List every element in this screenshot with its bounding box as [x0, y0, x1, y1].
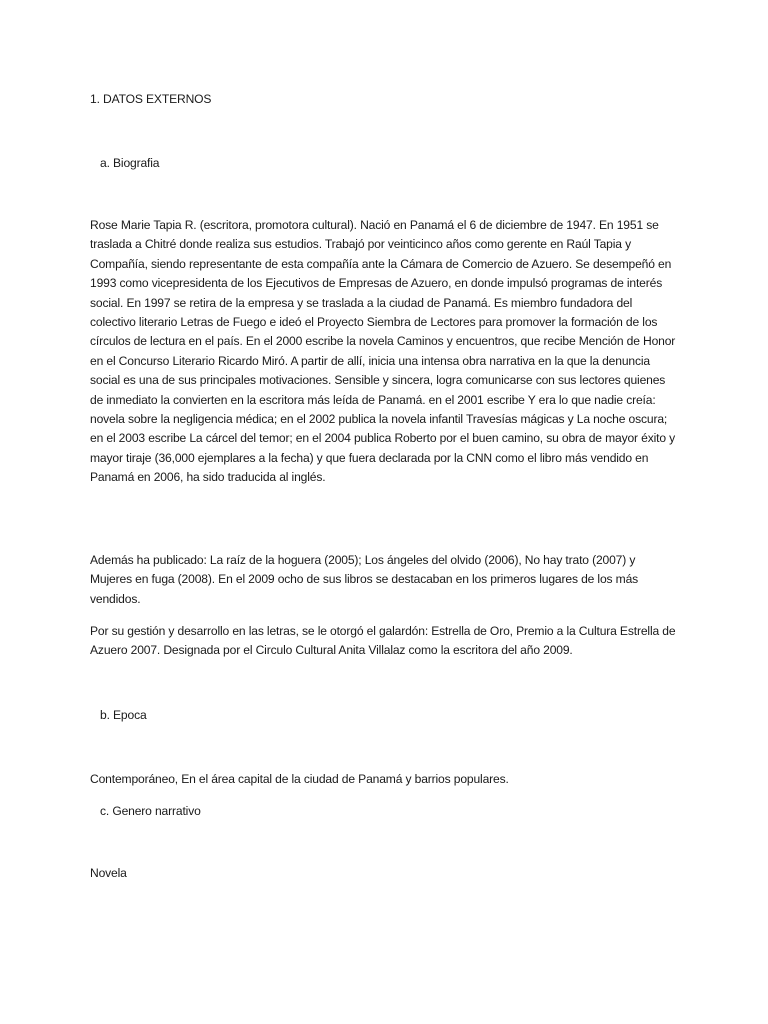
publications-paragraph: Además ha publicado: La raíz de la hoguera (2005); Los ángeles del olvido (2006), No hay trato (2007) y Mujeres en fuga (2008). En el 2009 ocho de sus libros se destacaban en los primeros lugares de los más vendidos.: [90, 553, 639, 606]
awards-paragraph: Por su gestión y desarrollo en las letras, se le otorgó el galardón: Estrella de Oro, Premio a la Cultura Estrella de Azuero 2007. Designada por el Circulo Cultural Anita Villalaz como la escritora del año 2009.: [90, 624, 676, 658]
section-a-heading: a. Biografia: [100, 156, 160, 170]
section-c-heading: c. Genero narrativo: [100, 804, 201, 818]
genero-paragraph: Novela: [90, 866, 127, 880]
main-heading: 1. DATOS EXTERNOS: [90, 92, 212, 106]
biography-paragraph: Rose Marie Tapia R. (escritora, promotora cultural). Nació en Panamá el 6 de diciembre de 1947. En 1951 se traslada a Chitré donde realiza sus estudios. Trabajó por veinticinco años como gerente en Raúl Tapia y Compañía, siendo representante de esta compañía ante la Cámara de Comercio de Azuero. Se desempeñó en 1993 como vicepresidenta de los Ejecutivos de Empresas de Azuero, en donde impulsó programas de interés social. En 1997 se retira de la empresa y se traslada a la ciudad de Panamá. Es miembro fundadora del colectivo literario Letras de Fuego e ideó el Proyecto Siembra de Lectores para promover la formación de los círculos de lectura en el país. En el 2000 escribe la novela Caminos y encuentros, que recibe Mención de Honor en el Concurso Literario Ricardo Miró. A partir de allí, inicia una intensa obra narrativa en la que la denuncia social es una de sus principales motivaciones. Sensible y sincera, logra comunicarse con sus lectores quienes de inmediato la convierten en la escritora más leída de Panamá. en el 2001 escribe Y era lo que nadie creía: novela sobre la negligencia médica; en el 2002 publica la novela infantil Travesías mágicas y La noche oscura; en el 2003 escribe La cárcel del temor; en el 2004 publica Roberto por el buen camino, su obra de mayor éxito y mayor tiraje (36,000 ejemplares a la fecha) y que fuera declarada por la CNN como el libro más vendido en Panamá en 2006, ha sido traducida al inglés.: [90, 218, 676, 485]
epoca-paragraph: Contemporáneo, En el área capital de la ciudad de Panamá y barrios populares.: [90, 772, 509, 786]
section-b-heading: b. Epoca: [100, 708, 147, 722]
